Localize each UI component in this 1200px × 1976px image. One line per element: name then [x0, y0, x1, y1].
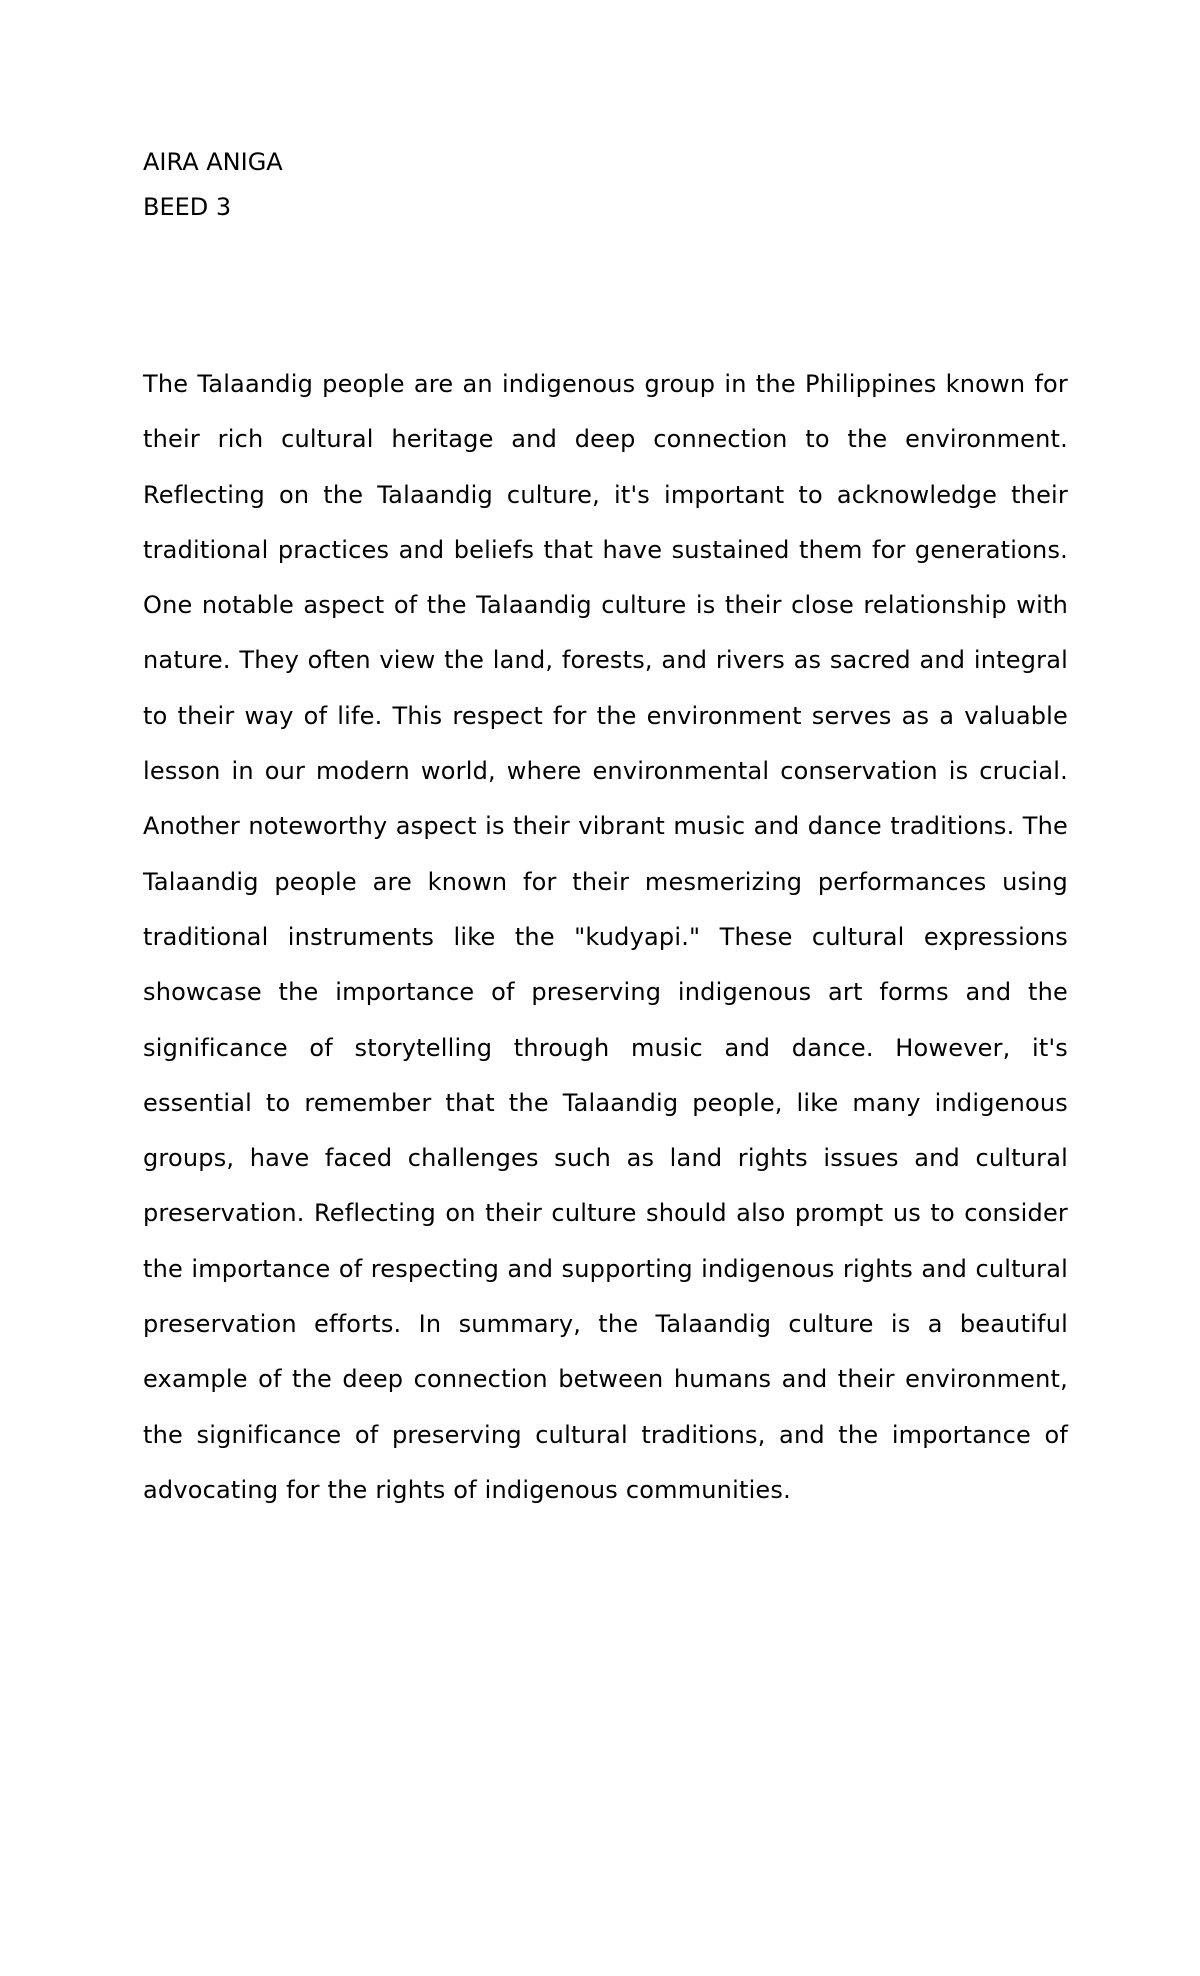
essay-paragraph: The Talaandig people are an indigenous group in the Philippines known for their rich cultural heritage and deep connection to the environment. Reflecting on the Talaandig culture, it's important to acknowledge their traditional practices and beliefs that have sustained them for generations. One notable aspect of the Talaandig culture is their close relationship with nature. They often view the land, forests, and rivers as sacred and integral to their way of life. This respect for the environment serves as a valuable lesson in our modern world, where environmental conservation is crucial. Another noteworthy aspect is their vibrant music and dance traditions. The Talaandig people are known for their mesmerizing performances using traditional instruments like the "kudyapi." These cultural expressions showcase the importance of preserving indigenous art forms and the significance of storytelling through music and dance. However, it's essential to remember that the Talaandig people, like many indigenous groups, have faced challenges such as land rights issues and cultural preservation. Reflecting on their culture should also prompt us to consider the importance of respecting and supporting indigenous rights and cultural preservation efforts. In summary, the Talaandig culture is a beautiful example of the deep connection between humans and their environment, the significance of preserving cultural traditions, and the importance of advocating for the rights of indigenous communities. [143, 370, 1068, 1504]
course-label: BEED 3 [143, 193, 232, 221]
document-header [143, 140, 283, 230]
author-name: AIRA ANIGA [143, 148, 283, 176]
